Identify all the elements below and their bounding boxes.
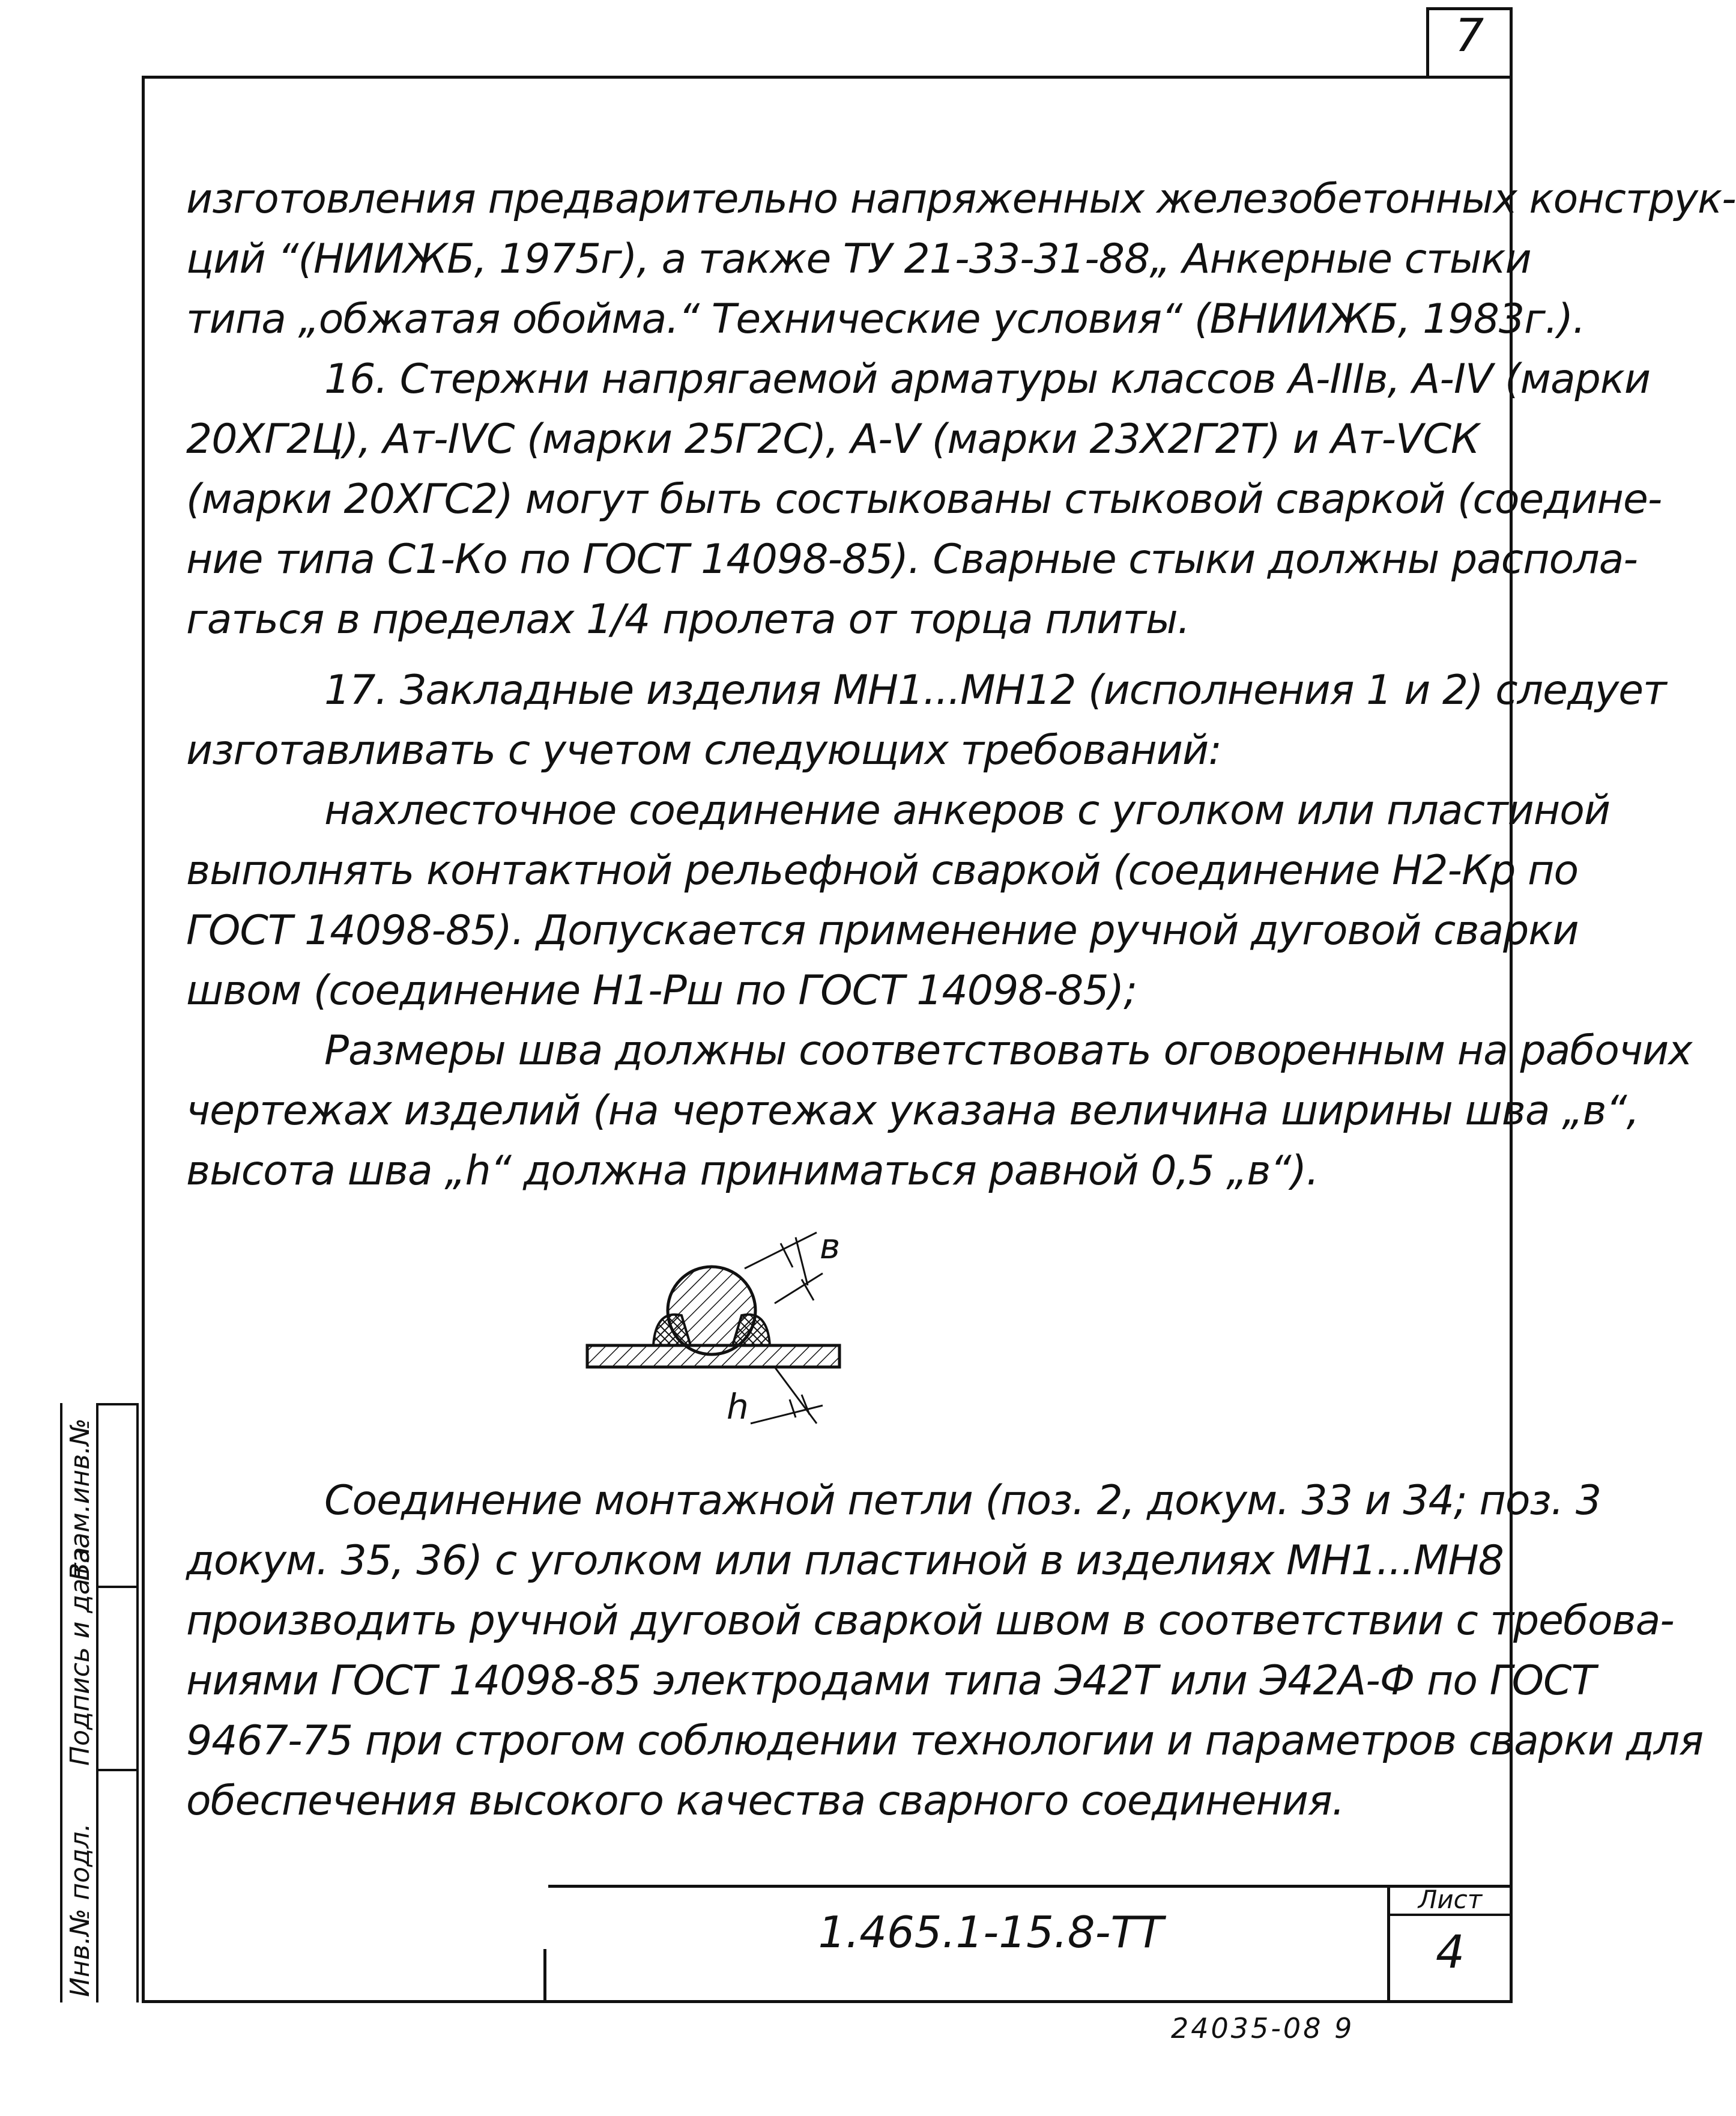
- text-line: ций “(НИИЖБ, 1975г), а также ТУ 21-33-31-88„ Анкерные стыки: [186, 235, 1531, 283]
- text-line: 9467-75 при строгом соблюдении технологии и параметров сварки для: [186, 1717, 1704, 1765]
- text-line: нахлесточное соединение анкеров с уголком или пластиной: [324, 787, 1610, 834]
- text-line: изготавливать с учетом следующих требований:: [186, 727, 1222, 774]
- paragraph-intro: [186, 169, 1736, 1201]
- text-line: швом (соединение Н1-Рш по ГОСТ 14098-85);: [186, 967, 1137, 1014]
- sheet-label: Лист: [1418, 1885, 1483, 1914]
- text-line: высота шва „h“ должна приниматься равной 0,5 „в“).: [186, 1147, 1319, 1195]
- text-line: чертежах изделий (на чертежах указана величина ширины шва „в“,: [186, 1087, 1639, 1135]
- text-line: ние типа С1-Ко по ГОСТ 14098-85). Сварные стыки должны распола-: [186, 536, 1638, 583]
- text-line: 16. Стержни напрягаемой арматуры классов А-IIIв, А-IV (марки: [324, 356, 1651, 403]
- text-line: изготовления предварительно напряженных железобетонных конструк-: [186, 175, 1736, 223]
- text-line: гаться в пределах 1/4 пролета от торца плиты.: [186, 596, 1190, 643]
- sheet-number: 4: [1435, 1925, 1465, 1978]
- label-h: h: [727, 1386, 749, 1427]
- sidebar-replace-inv: Взам.инв.№: [65, 1418, 95, 1581]
- text-line: 20ХГ2Ц), Ат-IVС (марки 25Г2С), А-V (марки 23Х2Г2Т) и Ат-VСК: [186, 416, 1480, 463]
- text-line: типа „обжатая обойма.“ Технические условия“ (ВНИИЖБ, 1983г.).: [186, 296, 1585, 343]
- sidebar-signature-date: Подпись и дата: [65, 1547, 95, 1766]
- plate-section: [587, 1345, 839, 1367]
- archive-number: 24035-08 9: [1171, 2012, 1355, 2045]
- text-line: Соединение монтажной петли (поз. 2, докум. 33 и 34; поз. 3: [324, 1477, 1601, 1524]
- page-number: 7: [1454, 8, 1484, 62]
- sidebar-inv-no: Инв.№ подл.: [65, 1823, 95, 1997]
- title-block-border: [548, 1885, 1513, 1888]
- text-line: 17. Закладные изделия МН1...МН12 (исполнения 1 и 2) следует: [324, 667, 1666, 714]
- text-line: производить ручной дуговой сваркой швом в соответствии с требова-: [186, 1597, 1674, 1645]
- rod-section: [668, 1267, 755, 1354]
- text-line: Размеры шва должны соответствовать оговоренным на рабочих: [324, 1027, 1692, 1075]
- text-line: (марки 20ХГС2) могут быть состыкованы стыковой сваркой (соедине-: [186, 476, 1662, 523]
- document-code: 1.465.1-15.8-ТТ: [818, 1907, 1164, 1957]
- label-b: в: [820, 1226, 841, 1267]
- text-line: докум. 35, 36) с уголком или пластиной в изделиях МН1...МН8: [186, 1537, 1504, 1584]
- paragraph-connection: [186, 1472, 1704, 1832]
- text-line: обеспечения высокого качества сварного соединения.: [186, 1777, 1344, 1825]
- text-line: выполнять контактной рельефной сваркой (соединение Н2-Кр по: [186, 847, 1579, 894]
- text-line: ГОСТ 14098-85). Допускается применение ручной дуговой сварки: [186, 907, 1579, 954]
- text-line: ниями ГОСТ 14098-85 электродами типа Э42Т или Э42А-Ф по ГОСТ: [186, 1657, 1596, 1705]
- weld-diagram: [576, 1225, 889, 1429]
